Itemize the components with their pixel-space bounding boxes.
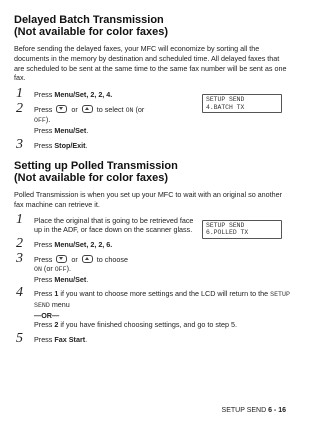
- menu-set-key: Menu/Set: [54, 125, 87, 135]
- step-text: .: [86, 125, 89, 135]
- step-text: if you have finished choosing settings, and go to step 5.: [58, 320, 237, 330]
- key-1: 1: [54, 289, 59, 299]
- step-5: [14, 330, 290, 346]
- menu-set-key: Menu/Set: [54, 90, 87, 100]
- step-3: [14, 136, 290, 152]
- steps-delayed-batch: [14, 86, 290, 152]
- step-4: [14, 285, 290, 330]
- key-sequence: , 2, 2, 6.: [86, 239, 113, 249]
- arrow-down-icon: [56, 105, 67, 113]
- step-text: to select: [96, 104, 124, 114]
- lcd-line2: 6.POLLED TX: [206, 229, 249, 237]
- step-text: Press: [34, 289, 55, 299]
- step-number: 5: [16, 330, 23, 346]
- step-text: .: [85, 140, 88, 150]
- step-number: 3: [16, 136, 23, 152]
- or-separator: —OR—: [34, 310, 60, 320]
- step-text: ).: [66, 264, 71, 274]
- step-number: 1: [16, 211, 23, 227]
- stop-exit-key: Stop/Exit: [54, 140, 86, 150]
- heading-subline: (Not available for color faxes): [14, 26, 169, 38]
- footer-section: SETUP SEND: [221, 407, 267, 414]
- section-intro-polled-tx: Polled Transmission is when you set up your MFC to wait with an original so another fax machine can retrieve it.: [14, 190, 283, 209]
- step-text: Press: [34, 125, 55, 135]
- step-text: Press: [34, 320, 55, 330]
- arrow-up-icon: [82, 255, 93, 263]
- step-number: 4: [16, 285, 23, 301]
- page-number: 6 - 16: [268, 407, 286, 414]
- step-number: 3: [16, 250, 23, 266]
- step-number: 1: [16, 86, 23, 102]
- menu-set-key: Menu/Set: [54, 274, 87, 284]
- steps-polled-tx: [14, 211, 290, 346]
- step-1: [14, 211, 290, 235]
- step-text: (or: [135, 104, 145, 114]
- heading-line: Setting up Polled Transmission: [14, 160, 178, 173]
- lcd-line1: SETUP SEND: [206, 221, 245, 229]
- heading-subline: (Not available for color faxes): [14, 172, 169, 185]
- step-text: .: [85, 334, 88, 344]
- step-text: (or: [43, 264, 53, 274]
- section-intro-delayed-batch: Before sending the delayed faxes, your MFC will economize by sorting all the documents in the memory by destination and scheduled time. All delayed faxes that are scheduled to be sent at the same time to the same fax number will be sent as one fax.: [14, 44, 287, 83]
- step-text: Press: [34, 104, 53, 114]
- step-text: Press: [34, 274, 55, 284]
- lcd-line2: 4.BATCH TX: [206, 103, 245, 111]
- option-off: OFF: [54, 266, 67, 274]
- arrow-down-icon: [56, 255, 67, 263]
- step-text: Press: [34, 334, 55, 344]
- step-1: [14, 86, 290, 102]
- option-on: ON: [34, 266, 42, 274]
- manual-page: [14, 14, 290, 344]
- step-text: Press: [34, 254, 53, 264]
- menu-set-key: Menu/Set: [54, 239, 87, 249]
- step-text: Press: [34, 239, 55, 249]
- heading-line: Delayed Batch Transmission: [14, 14, 164, 26]
- step-text: menu: [49, 299, 70, 309]
- step-text: Place the original that is going to be retrieved face up in the ADF, or face down on the scanner glass.: [34, 215, 194, 235]
- key-2: 2: [54, 320, 59, 330]
- or-text: or: [71, 254, 78, 264]
- page-footer: [222, 407, 286, 414]
- option-on: ON: [125, 106, 134, 114]
- step-number: 2: [16, 235, 23, 251]
- step-text: Press: [34, 90, 55, 100]
- lcd-line1: SETUP SEND: [206, 96, 245, 104]
- step-text: ).: [45, 115, 51, 125]
- lcd-menu-name: SETUP SEND: [34, 291, 290, 309]
- step-3: [14, 250, 290, 285]
- section-heading-delayed-batch: [14, 14, 290, 38]
- key-sequence: , 2, 2, 4.: [86, 90, 113, 100]
- step-text: if you want to choose more settings and the LCD will return to the: [58, 289, 271, 299]
- arrow-up-icon: [82, 105, 93, 113]
- step-text: to choose: [96, 254, 128, 264]
- option-off: OFF: [34, 117, 46, 125]
- section-heading-polled-tx: [14, 160, 290, 184]
- or-text: or: [71, 104, 78, 114]
- step-text: Press: [34, 140, 55, 150]
- fax-start-key: Fax Start: [54, 334, 86, 344]
- step-text: .: [86, 274, 89, 284]
- step-number: 2: [16, 100, 23, 116]
- step-2: [14, 235, 290, 251]
